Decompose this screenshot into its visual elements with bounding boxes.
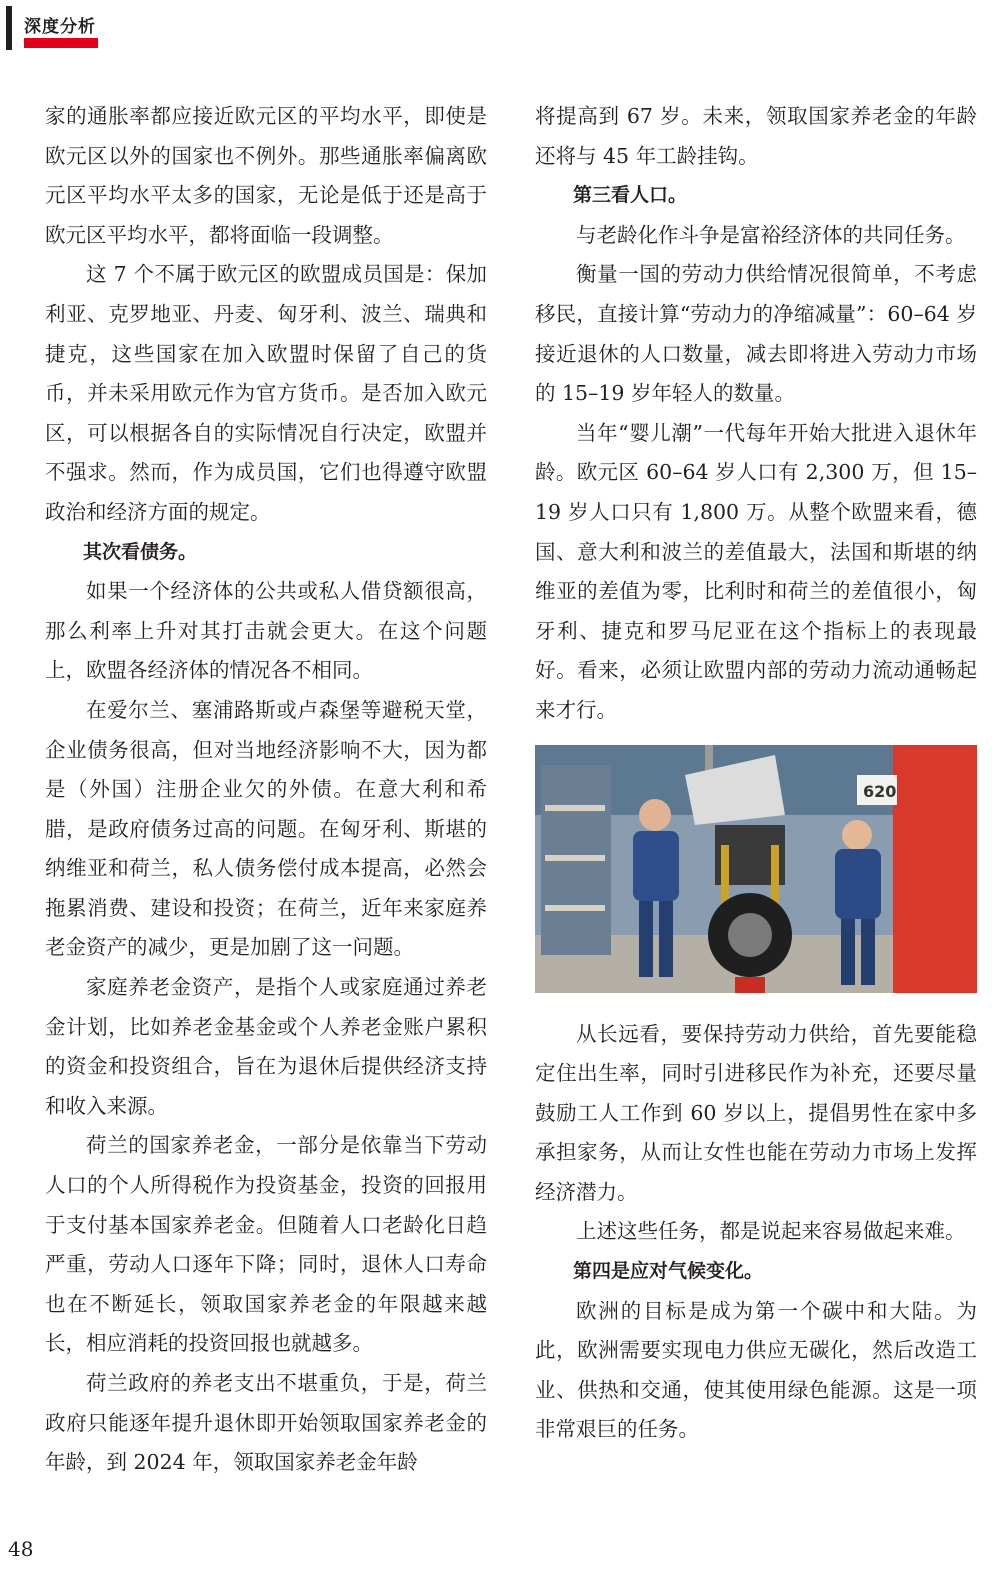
page-number: 48	[8, 1537, 34, 1561]
paragraph: 与老龄化作斗争是富裕经济体的共同任务。	[576, 222, 966, 247]
subheading-climate: 第四是应对气候变化。	[573, 1260, 764, 1283]
paragraph: 欧洲的目标是成为第一个碳中和大陆。为此，欧洲需要实现电力供应无碳化，然后改造工业、供热和交通，使其使用绿色能源。这是一项非常艰巨的任务。	[535, 1298, 977, 1442]
paragraph: 家庭养老金资产，是指个人或家庭通过养老金计划，比如养老金基金或个人养老金账户累积的资金和投资组合，旨在为退休后提供经济支持和收入来源。	[45, 975, 487, 1118]
factory-motorcycle-photo	[535, 745, 977, 993]
paragraph: 在爱尔兰、塞浦路斯或卢森堡等避税天堂，企业债务很高，但对当地经济影响不大，因为都是（外国）注册企业欠的外债。在意大利和希腊，是政府债务过高的问题。在匈牙利、斯堪的纳维亚和荷兰，私人债务偿付成本提高，必然会拖累消费、建设和投资；在荷兰，近年来家庭养老金资产的减少，更是加剧了这一问题。	[45, 697, 487, 960]
paragraph: 衡量一国的劳动力供给情况很简单，不考虑移民，直接计算“劳动力的净缩减量”：60–64 岁接近退休的人口数量，减去即将进入劳动力市场的 15–19 岁年轻人的数量。	[535, 262, 977, 406]
subheading-population: 第三看人口。	[573, 184, 688, 207]
paragraph: 上述这些任务，都是说起来容易做起来难。	[576, 1219, 966, 1244]
paragraph: 从长远看，要保持劳动力供给，首先要能稳定住出生率，同时引进移民作为补充，还要尽量鼓励工人工作到 60 岁以上，提倡男性在家中多承担家务，从而让女性也能在劳动力市场上发挥经济潜力。	[535, 1021, 977, 1204]
photo-sign-620: 620	[863, 781, 897, 801]
right-column	[535, 97, 977, 1450]
section-red-underline	[24, 38, 98, 48]
left-column	[45, 97, 487, 1483]
section-tag-bar	[6, 6, 12, 50]
paragraph: 荷兰的国家养老金，一部分是依靠当下劳动人口的个人所得税作为投资基金，投资的回报用于支付基本国家养老金。但随着人口老龄化日趋严重，劳动人口逐年下降；同时，退休人口寿命也在不断延长，领取国家养老金的年限越来越长，相应消耗的投资回报也就越多。	[45, 1133, 487, 1356]
paragraph: 荷兰政府的养老支出不堪重负，于是，荷兰政府只能逐年提升退休即开始领取国家养老金的年龄，到 2024 年，领取国家养老金年龄	[45, 1371, 487, 1475]
paragraph: 这 7 个不属于欧元区的欧盟成员国是：保加利亚、克罗地亚、丹麦、匈牙利、波兰、瑞典和捷克，这些国家在加入欧盟时保留了自己的货币，并未采用欧元作为官方货币。是否加入欧元区，可以根据各自的实际情况自行决定，欧盟并不强求。然而，作为成员国，它们也得遵守欧盟政治和经济方面的规定。	[45, 262, 487, 524]
paragraph: 如果一个经济体的公共或私人借贷额很高，那么利率上升对其打击就会更大。在这个问题上，欧盟各经济体的情况各不相同。	[45, 579, 487, 683]
paragraph: 当年“婴儿潮”一代每年开始大批进入退休年龄。欧元区 60–64 岁人口有 2,300 万，但 15–19 岁人口只有 1,800 万。从整个欧盟来看，德国、意大利和波兰的差值最大，法国和斯堪的纳维亚的差值为零，比利时和荷兰的差值很小，匈牙利、捷克和罗马尼亚在这个指标上的表现最好。看来，必须让欧盟内部的劳动力流动通畅起来才行。	[535, 420, 977, 722]
paragraph: 家的通胀率都应接近欧元区的平均水平，即使是欧元区以外的国家也不例外。那些通胀率偏离欧元区平均水平太多的国家，无论是低于还是高于欧元区平均水平，都将面临一段调整。	[45, 104, 487, 247]
section-label: 深度分析	[24, 17, 96, 37]
subheading-debt: 其次看债务。	[83, 540, 198, 563]
paragraph: 将提高到 67 岁。未来，领取国家养老金的年龄还将与 45 年工龄挂钩。	[535, 104, 977, 168]
